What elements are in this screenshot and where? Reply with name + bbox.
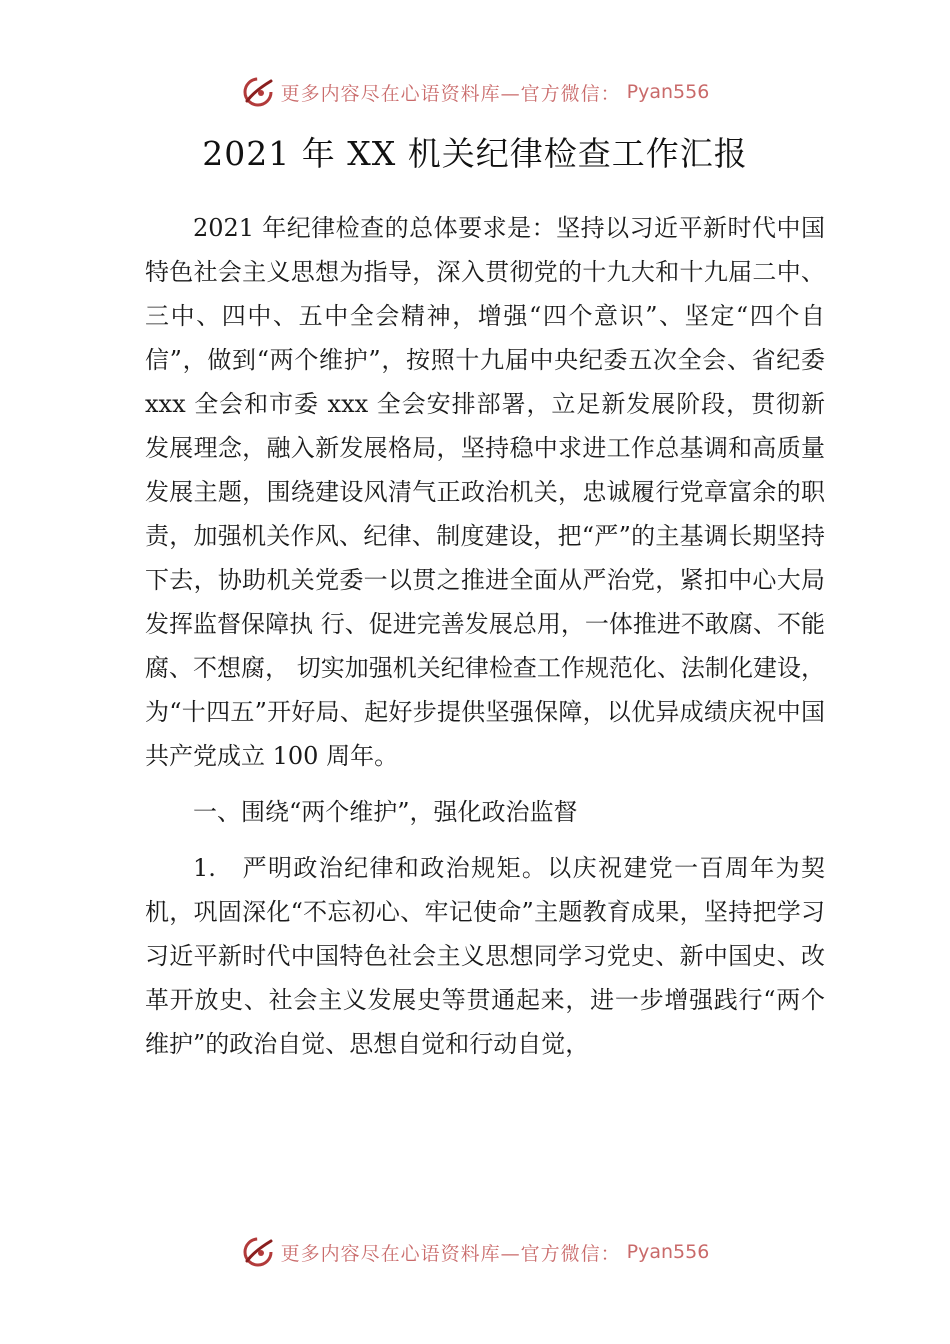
watermark-text: 更多内容尽在心语资料库—官方微信： [280, 1242, 621, 1265]
document-title: 2021 年 XX 机关纪律检查工作汇报 [202, 134, 748, 173]
header-watermark [0, 72, 950, 112]
paragraph-overview: 2021 年纪律检查的总体要求是：坚持以习近平新时代中国特色社会主义思想为指导，深入贯彻党的十九大和十九届二中、三中、四中、五中全会精神，增强“四个意识”、坚定“四个自信”，做到“两个维护”，按照十九届中央纪委五次全会、省纪委 xxx 全会和市委 xxx 全会安排部署，立足新发展阶段，贯彻新发展理念，融入新发展格局，坚持稳中求进工作总基调和高质量发展主题，围绕建设风清气正政治机关，忠诚履行党章富余的职责，加强机关作风、纪律、制度建设，把“严”的主基调长期坚持下去，协助机关党委一以贯之推进全面从严治党，紧扣中心大局发挥监督保障执 行、促进完善发展总用，一体推进不敢腐、不能腐、不想腐， 切实加强机关纪律检查工作规范化、法制化建设，为“十四五”开好局、起好步提供坚强保障，以优异成绩庆祝中国共产党成立 100 周年。 [145, 214, 825, 770]
brush-circle-logo-icon [241, 75, 275, 109]
watermark-text: 更多内容尽在心语资料库—官方微信： [280, 82, 621, 105]
document-body [145, 206, 825, 1066]
footer-watermark [0, 1232, 950, 1272]
paragraph-item-1: 1. 严明政治纪律和政治规矩。以庆祝建党一百周年为契机，巩固深化“不忘初心、牢记使命”主题教育成果，坚持把学习习近平新时代中国特色社会主义思想同学习党史、新中国史、改革开放史、社会主义发展史等贯通起来，进一步增强践行“两个维护”的政治自觉、思想自觉和行动自觉， [145, 854, 825, 1058]
section-heading-1: 一、围绕“两个维护”，强化政治监督 [193, 798, 578, 826]
watermark-wechat-id: Pyan556 [626, 1241, 710, 1263]
brush-circle-logo-icon [241, 1235, 275, 1269]
watermark-wechat-id: Pyan556 [626, 81, 710, 103]
